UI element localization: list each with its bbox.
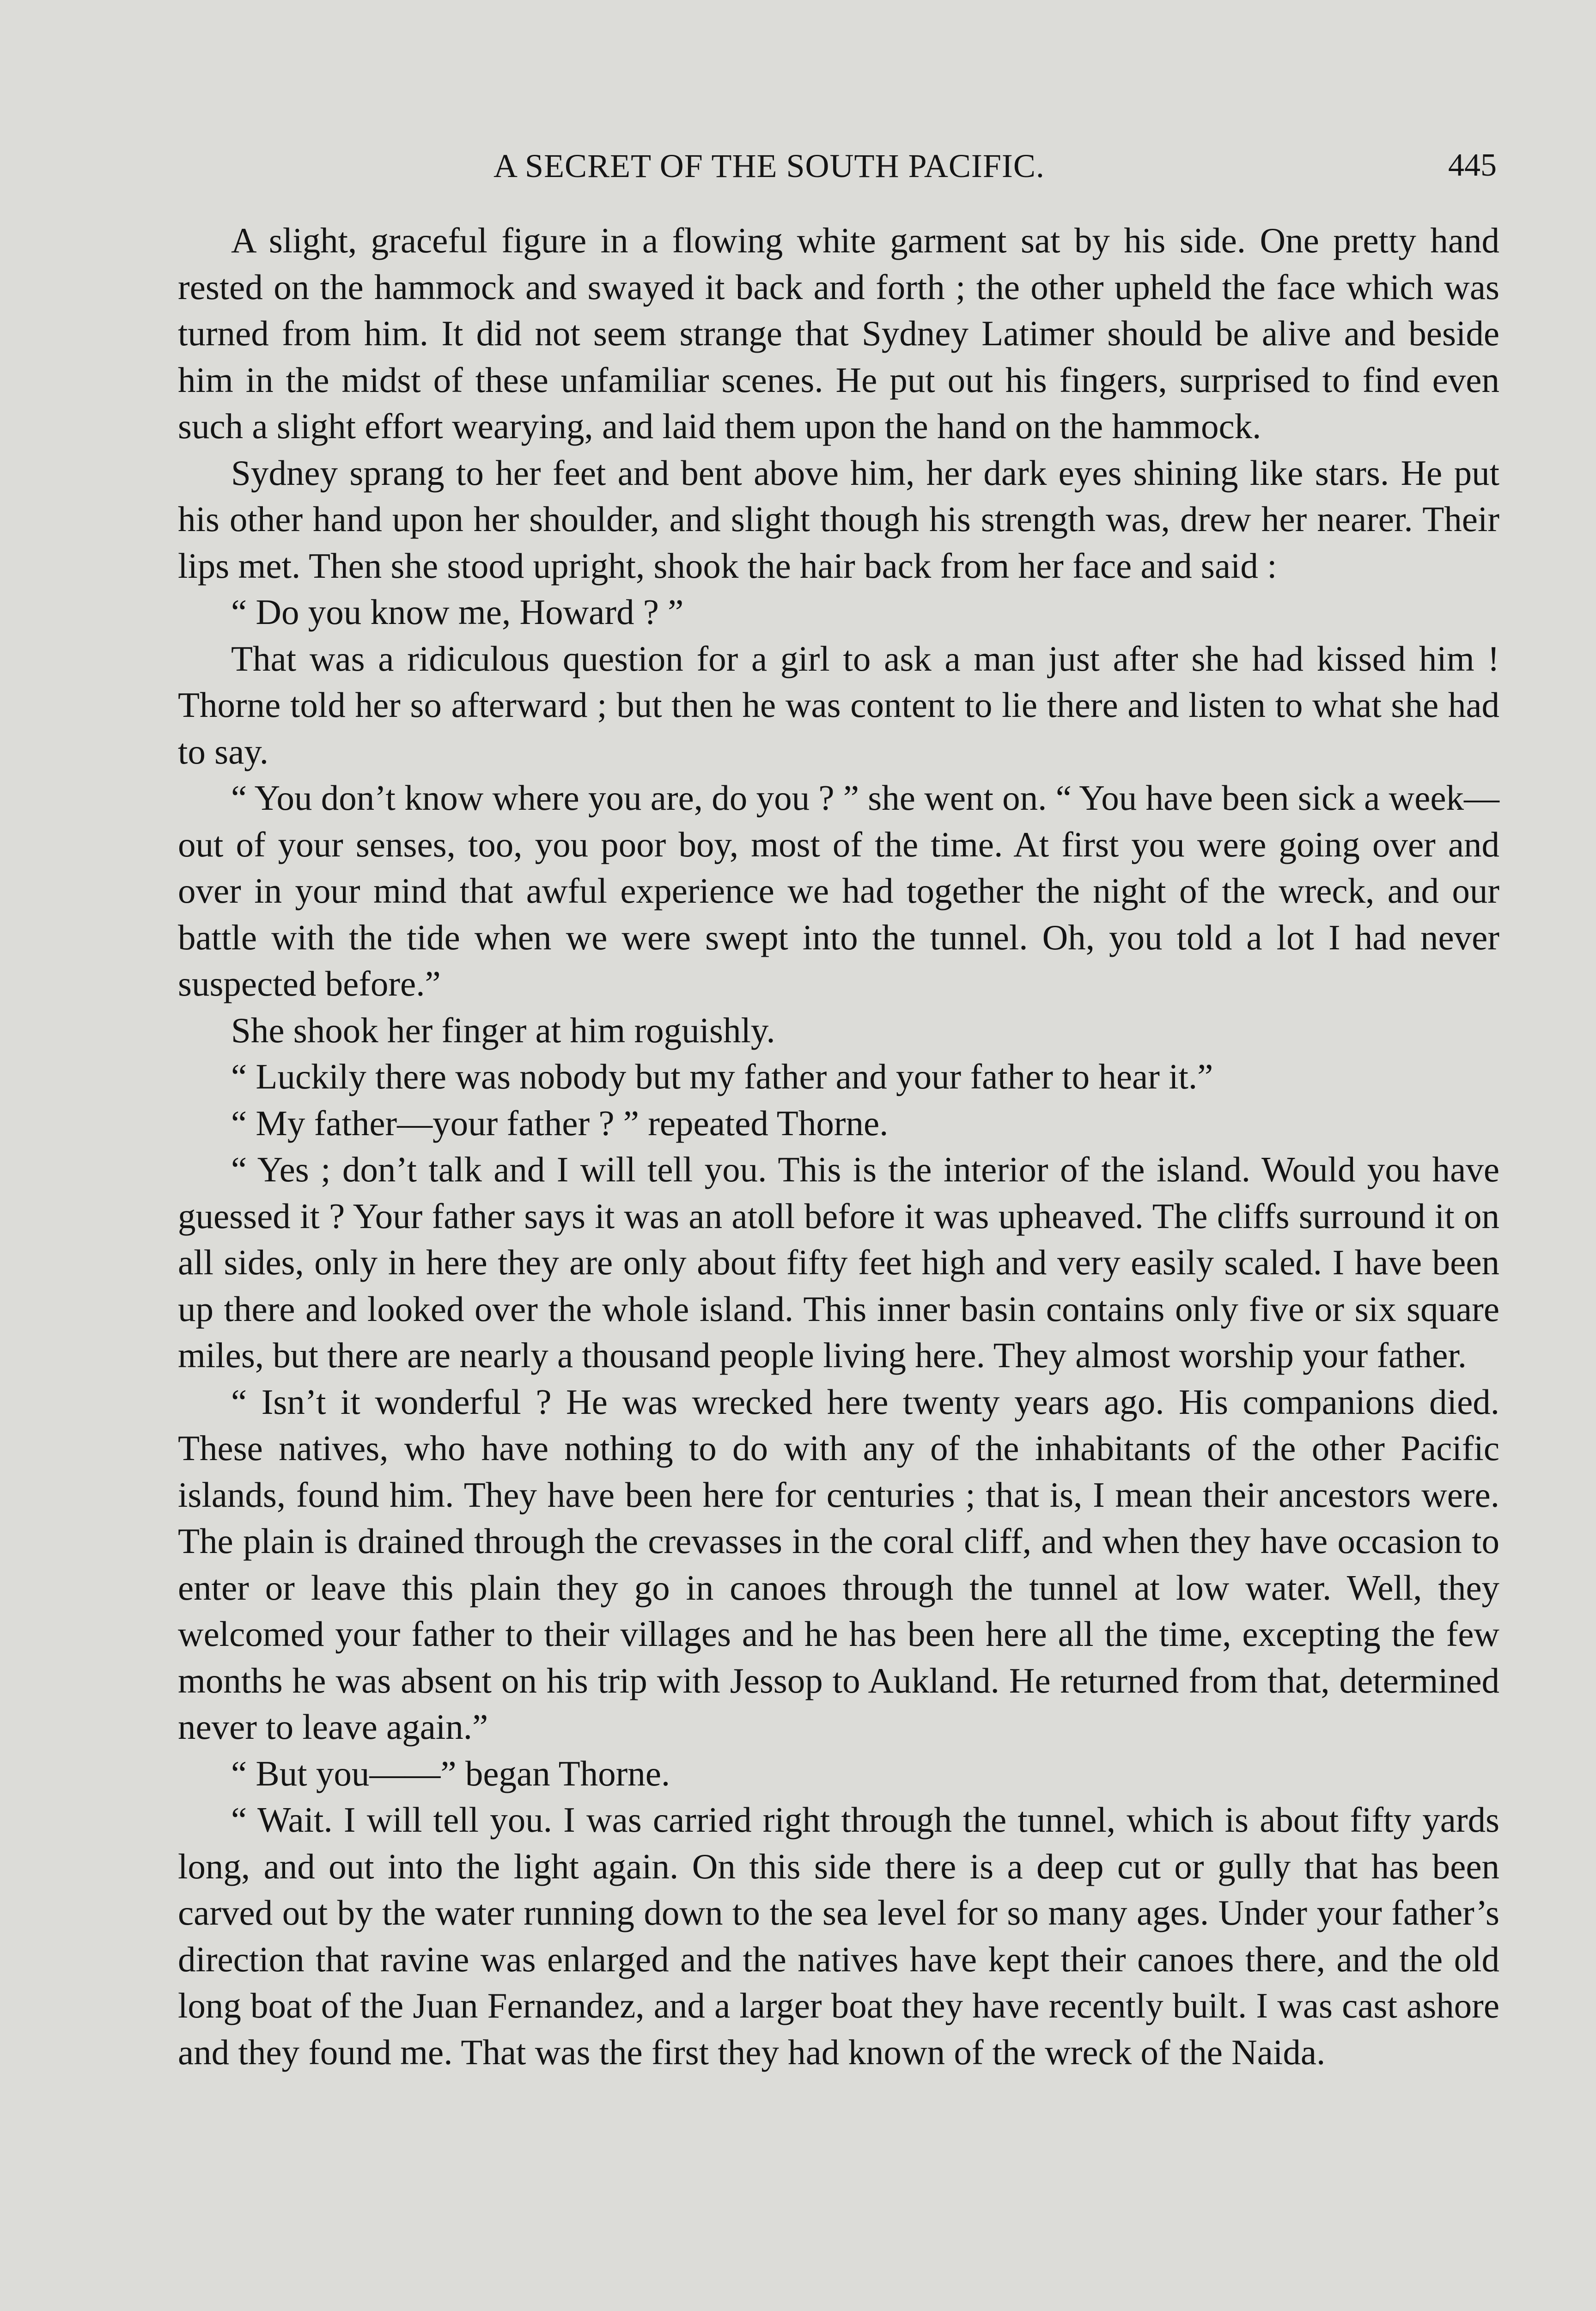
running-title: A SECRET OF THE SOUTH PACIFIC. [493, 147, 1045, 184]
story-text [178, 217, 1499, 2075]
paragraph: “ Do you know me, Howard ? ” [231, 592, 684, 632]
paragraph: That was a ridiculous question for a girl to ask a man just after she had kissed him ! Thorne told her so afterward ; but then he was content to lie there and listen to what she had to say. [178, 638, 1499, 771]
paragraph: “ Isn’t it wonderful ? He was wrecked here twenty years ago. His companions died. These natives, who have nothing to do with any of the inhabitants of the other Pacific islands, found him. They have been here for centuries ; that is, I mean their ancestors were. The plain is drained through the crevasses in the coral cliff, and when they have occasion to enter or leave this plain they go in canoes through the tunnel at low water. Well, they welcomed your father to their villages and he has been here all the time, excepting the few months he was absent on his trip with Jessop to Aukland. He returned from that, determined never to leave again.” [178, 1382, 1499, 1747]
paragraph: “ Yes ; don’t talk and I will tell you. This is the interior of the island. Would you have guessed it ? Your father says it was an atoll before it was upheaved. The cliffs surround it on all sides, only in here they are only about fifty feet high and very easily scaled. I have been up there and looked over the whole island. This inner basin contains only five or six square miles, but there are nearly a thousand people living here. They almost worship your father. [178, 1149, 1499, 1375]
paragraph: “ You don’t know where you are, do you ? ” she went on. “ You have been sick a week—out of your senses, too, you poor boy, most of the time. At first you were going over and over in your mind that awful experience we had together the night of the wreck, and our battle with the tide when we were swept into the tunnel. Oh, you told a lot I had never suspected before.” [178, 778, 1499, 1003]
paragraph: “ But you——” began Thorne. [231, 1753, 670, 1793]
paragraph: She shook her finger at him roguishly. [231, 1010, 775, 1050]
paragraph: “ My father—your father ? ” repeated Thorne. [231, 1103, 889, 1143]
paragraph: “ Wait. I will tell you. I was carried right through the tunnel, which is about fifty yards long, and out into the light again. On this side there is a deep cut or gully that has been carved out by the water running down to the sea level for so many ages. Under your father’s direction that ravine was enlarged and the natives have kept their canoes there, and the old long boat of the Juan Fernandez, and a larger boat they have recently built. I was cast ashore and they found me. That was the first they had known of the wreck of the Naida. [178, 1800, 1499, 2072]
paragraph: Sydney sprang to her feet and bent above him, her dark eyes shining like stars. He put his other hand upon her shoulder, and slight though his strength was, drew her nearer. Their lips met. Then she stood upright, shook the hair back from her face and said : [178, 452, 1499, 586]
page-number: 445 [1448, 147, 1497, 183]
paragraph: “ Luckily there was nobody but my father and your father to hear it.” [231, 1057, 1213, 1096]
running-header [178, 147, 1497, 198]
paragraph: A slight, graceful figure in a flowing white garment sat by his side. One pretty hand rested on the hammock and swayed it back and forth ; the other upheld the face which was turned from him. It did not seem strange that Sydney Latimer should be alive and beside him in the midst of these unfamiliar scenes. He put out his fingers, surprised to find even such a slight effort wearying, and laid them upon the hand on the hammock. [178, 220, 1499, 446]
